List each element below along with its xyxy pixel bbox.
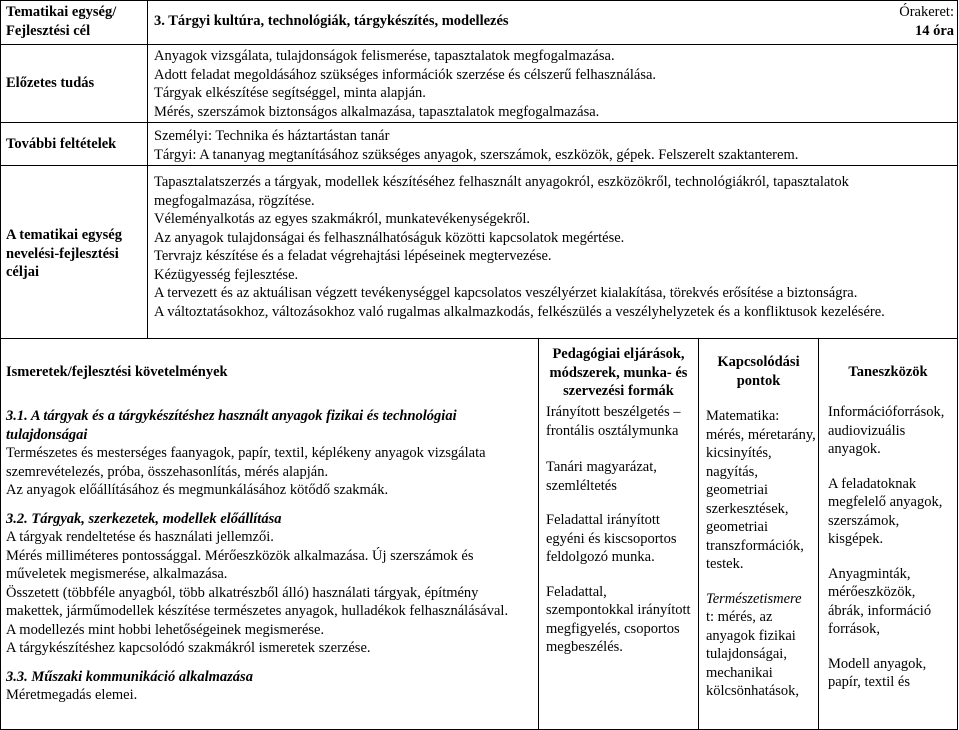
section-heading: 3.2. Tárgyak, szerkezetek, modellek előállítása xyxy=(6,510,282,527)
section-text: A tárgyak rendeltetése és használati jellemzői. xyxy=(6,529,274,545)
goal-item: Kézügyesség fejlesztése. xyxy=(154,266,299,283)
conditions xyxy=(154,127,954,164)
method-item: Irányított beszélgetés – frontális osztálymunka xyxy=(546,404,681,439)
connection-text: mérés, méretarány, kicsinyítés, nagyítás, geometriai szerkesztések, geometriai transzformációk, testek. xyxy=(706,426,816,572)
condition-item: Személyi: Technika és háztartástan tanár xyxy=(154,128,390,144)
connection-subject: Matematika: xyxy=(706,408,780,424)
connection-subject: Természetismere xyxy=(706,590,802,607)
prior-item: Mérés, szerszámok biztonságos alkalmazása, tapasztalatok megfogalmazása. xyxy=(154,103,600,120)
connections-label: Kapcsolódási pontok xyxy=(717,354,800,389)
prior-item: Anyagok vizsgálata, tulajdonságok felismerése, tapasztalatok megfogalmazása. xyxy=(154,48,615,64)
goal-item: A tervezett és az aktuálisan végzett tevékenységgel kapcsolatos veszélyérzet kialakítása, törekvés erősítése a biztonságra. xyxy=(154,285,858,301)
section-text: A tárgykészítéshez kapcsolódó szakmákról ismeretek szerzése. xyxy=(6,640,371,656)
requirements xyxy=(6,407,534,705)
tools xyxy=(828,403,954,692)
section-text: Mérés milliméteres pontossággal. Mérőeszközök alkalmazása. Új szerszámok és műveletek megismerése, alkalmazása. xyxy=(6,547,474,582)
tool-item: Anyagminták, mérőeszközök, ábrák, információ források, xyxy=(828,565,932,637)
goal-item: Az anyagok tulajdonságai és felhasználhatóságuk közötti kapcsolatok megértése. xyxy=(154,229,625,246)
requirements-label: Ismeretek/fejlesztési követelmények xyxy=(6,364,228,380)
hours-label: Órakeret: xyxy=(899,4,954,20)
goal-item: Tervrajz készítése és a feladat végrehajtási lépéseinek megtervezése. xyxy=(154,248,552,264)
unit-title: 3. Tárgyi kultúra, technológiák, tárgykészítés, modellezés xyxy=(154,13,509,29)
goal-item: Tapasztalatszerzés a tárgyak, modellek készítéséhez felhasznált anyagokról, eszközökről, technológiákról, tapasztalatok megfogalmazása, rögzítése. xyxy=(154,174,849,209)
goals-label: A tematikai egység nevelési-fejlesztési céljai xyxy=(6,227,122,280)
methods xyxy=(546,403,694,657)
tool-item: A feladatoknak megfelelő anyagok, szerszámok, kisgépek. xyxy=(828,475,943,547)
hours-value: 14 óra xyxy=(914,22,954,39)
method-item: Feladattal, szempontokkal irányított megfigyelés, csoportos megbeszélés. xyxy=(546,583,691,655)
section-text: Természetes és mesterséges faanyagok, papír, textil, képlékeny anyagok vizsgálata szemrevételezés, próba, összehasonlítás, mérés alapján. xyxy=(6,445,486,480)
section-heading: 3.3. Műszaki kommunikáció alkalmazása xyxy=(6,668,253,685)
connection-text: t: mérés, az anyagok fizikai tulajdonságai, mechanikai kölcsönhatások, xyxy=(706,609,800,699)
tool-item: Információforrások, audiovizuális anyagok. xyxy=(828,404,945,457)
section-text: Az anyagok előállításához és megmunkálásához kötődő szakmák. xyxy=(6,482,389,498)
method-item: Tanári magyarázat, szemléltetés xyxy=(546,459,657,494)
method-item: Feladattal irányított egyéni és kiscsoportos feldolgozó munka. xyxy=(546,512,677,565)
tool-item: Modell anyagok, papír, textil és xyxy=(828,655,927,690)
section-heading: 3.1. A tárgyak és a tárgykészítéshez használt anyagok fizikai és technológiai tulajdonságai xyxy=(6,408,457,443)
prior-knowledge-label: Előzetes tudás xyxy=(6,75,95,91)
tools-label: Taneszközök xyxy=(848,364,928,380)
condition-item: Tárgyi: A tananyag megtanításához szükséges anyagok, szerszámok, eszközök, gépek. Felszerelt szaktanterem. xyxy=(154,146,799,163)
goal-item: A változtatásokhoz, változásokhoz való rugalmas alkalmazkodás, felkészülés a veszélyhelyzetek és a konfliktusok kezelésére. xyxy=(154,303,885,320)
hours-box xyxy=(820,3,954,40)
goals xyxy=(154,173,952,321)
goal-item: Véleményalkotás az egyes szakmákról, munkatevékenységekről. xyxy=(154,211,531,227)
prior-item: Adott feladat megoldásához szükséges információk szerzése és célszerű felhasználása. xyxy=(154,66,657,83)
section-text: Méretmegadás elemei. xyxy=(6,687,138,703)
prior-item: Tárgyak elkészítése segítséggel, minta alapján. xyxy=(154,85,426,101)
prior-knowledge xyxy=(154,47,954,121)
conditions-label: További feltételek xyxy=(6,136,117,152)
methods-label: Pedagógiai eljárások, módszerek, munka- és szervezési formák xyxy=(549,346,688,399)
unit-label: Tematikai egység/ Fejlesztési cél xyxy=(6,4,117,39)
connections xyxy=(706,407,816,701)
section-text: Összetett (többféle anyagból, több alkatrészből álló) használati tárgyak, építmény makettek, járműmodellek készítése természetes anyagok, hulladékok felhasználásával. xyxy=(6,584,509,619)
section-text: A modellezés mint hobbi lehetőségeinek megismerése. xyxy=(6,621,325,638)
